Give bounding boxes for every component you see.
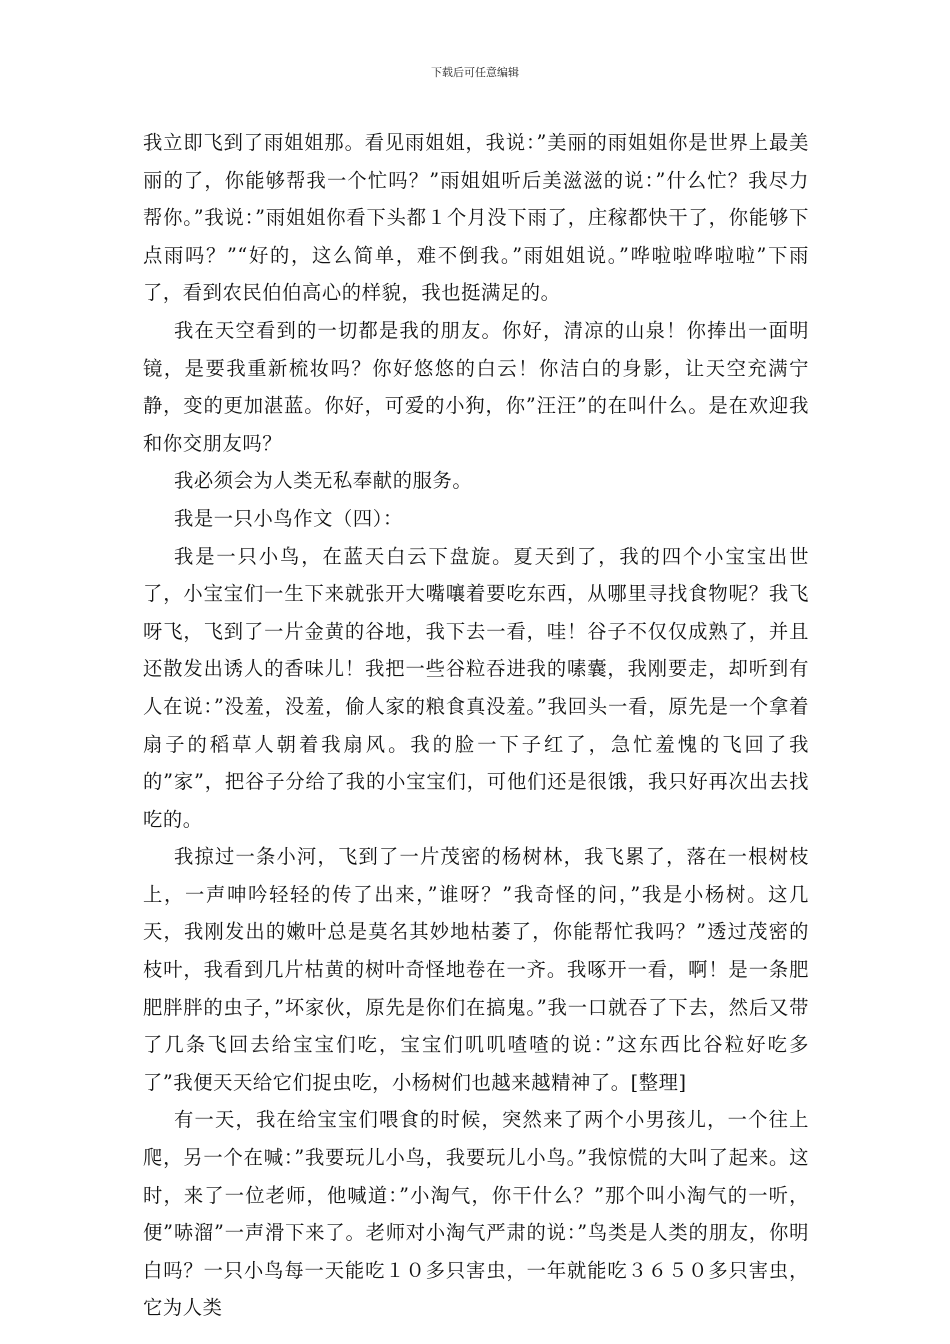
paragraph: 我在天空看到的一切都是我的朋友。你好，清凉的山泉！你捧出一面明镜，是要我重新梳妆吗？你好悠悠的白云！你洁白的身影，让天空充满宁静，变的更加湛蓝。你好，可爱的小狗，你”汪汪”的在叫什么。是在欢迎我和你交朋友吗？	[143, 318, 809, 455]
paragraph: 有一天，我在给宝宝们喂食的时候，突然来了两个小男孩儿，一个往上爬，另一个在喊：”我要玩儿小鸟，我要玩儿小鸟。”我惊慌的大叫了起来。这时，来了一位老师，他喊道：”小淘气，你干什么？”那个叫小淘气的一听，便”哧溜”一声滑下来了。老师对小淘气严肃的说：”鸟类是人类的朋友，你明白吗？一只小鸟每一天能吃１０多只害虫，一年就能吃３６５０多只害虫，它为人类	[143, 1108, 809, 1320]
paragraph: 我立即飞到了雨姐姐那。看见雨姐姐，我说：”美丽的雨姐姐你是世界上最美丽的了，你能够帮我一个忙吗？”雨姐姐听后美滋滋的说：”什么忙？我尽力帮你。”我说：”雨姐姐你看下头都１个月没下雨了，庄稼都快干了，你能够下点雨吗？”“好的，这么简单，难不倒我。”雨姐姐说。”哗啦啦哗啦啦”下雨了，看到农民伯伯高心的样貌，我也挺满足的。	[143, 131, 809, 305]
paragraph: 我掠过一条小河，飞到了一片茂密的杨树林，我飞累了，落在一根树枝上，一声呻吟轻轻的传了出来，”谁呀？”我奇怪的问，”我是小杨树。这几天，我刚发出的嫩叶总是莫名其妙地枯萎了，你能帮忙我吗？”透过茂密的枝叶，我看到几片枯黄的树叶奇怪地卷在一齐。我啄开一看，啊！是一条肥肥胖胖的虫子，”坏家伙，原先是你们在搞鬼。”我一口就吞了下去，然后又带了几条飞回去给宝宝们吃，宝宝们叽叽喳喳的说：”这东西比谷粒好吃多了”我便天天给它们捉虫吃，小杨树们也越来越精神了。[整理]	[143, 845, 809, 1094]
paragraph: 我必须会为人类无私奉献的服务。	[174, 469, 473, 493]
paragraph: 我是一只小鸟，在蓝天白云下盘旋。夏天到了，我的四个小宝宝出世了，小宝宝们一生下来就张开大嘴嚷着要吃东西，从哪里寻找食物呢？我飞呀飞，飞到了一片金黄的谷地，我下去一看，哇！谷子不仅仅成熟了，并且还散发出诱人的香味儿！我把一些谷粒吞进我的嗉囊，我刚要走，却听到有人在说：”没羞，没羞，偷人家的粮食真没羞。”我回头一看，原先是一个拿着扇子的稻草人朝着我扇风。我的脸一下子红了，急忙羞愧的飞回了我的”家”，把谷子分给了我的小宝宝们，可他们还是很饿，我只好再次出去找吃的。	[143, 544, 809, 831]
document-body	[143, 124, 809, 1327]
section-heading: 我是一只小鸟作文（四）：	[174, 506, 403, 530]
page-header: 下载后可任意编辑	[431, 66, 519, 79]
